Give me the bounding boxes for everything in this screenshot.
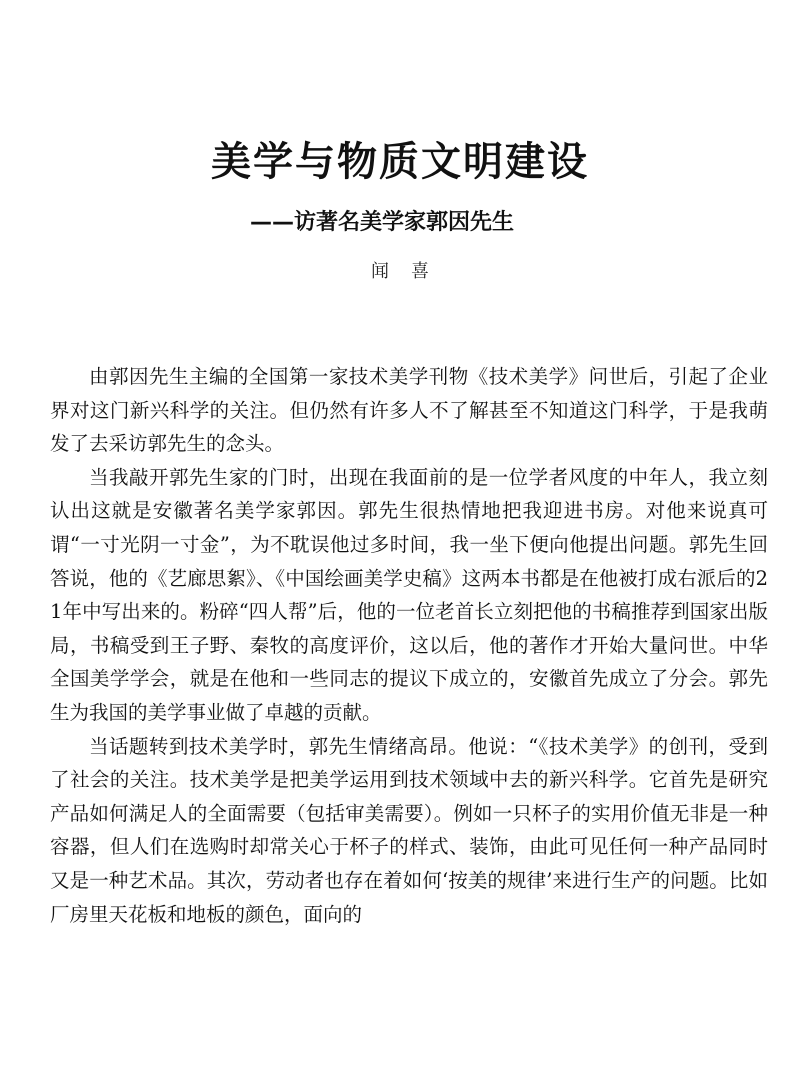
paragraph-2: 当我敲开郭先生家的门时，出现在我面前的是一位学者风度的中年人，我立刻认出这就是安徽著名美学家郭因。郭先生很热情地把我迎进书房。对他来说真可谓“一寸光阴一寸金”，为不耽误他过多时间，我一坐下便向他提出问题。郭先生回答说，他的《艺廊思絮》、《中国绘画美学史稿》这两本书都是在他被打成右派后的21年中写出来的。粉碎“四人帮”后，他的一位老首长立刻把他的书稿推荐到国家出版局，书稿受到王子野、秦牧的高度评价，这以后，他的著作才开始大量问世。中华全国美学学会，就是在他和一些同志的提议下成立的，安徽首先成立了分会。郭先生为我国的美学事业做了卓越的贡献。 (50, 465, 768, 724)
paragraph-1: 由郭因先生主编的全国第一家技术美学刊物《技术美学》问世后，引起了企业界对这门新兴科学的关注。但仍然有许多人不了解甚至不知道这门科学，于是我萌发了去采访郭先生的念头。 (50, 365, 768, 456)
article-title: 美学与物质文明建设 (211, 138, 589, 185)
article-subtitle: ——访著名美学家郭因先生 (250, 210, 515, 235)
paragraph-3: 当话题转到技术美学时，郭先生情绪高昂。他说：“《技术美学》的创刊，受到了社会的关注。技术美学是把美学运用到技术领域中去的新兴科学。它首先是研究产品如何满足人的全面需要（包括审美需要）。例如一只杯子的实用价值无非是一种容器，但人们在选购时却常关心于杯子的样式、装饰，由此可见任何一种产品同时又是一种艺术品。其次，劳动者也存在着如何‘按美的规律’来进行生产的问题。比如厂房里天花板和地板的颜色，面向的 (50, 734, 768, 926)
article-author: 闻喜 (371, 261, 451, 282)
article-body (50, 360, 768, 931)
